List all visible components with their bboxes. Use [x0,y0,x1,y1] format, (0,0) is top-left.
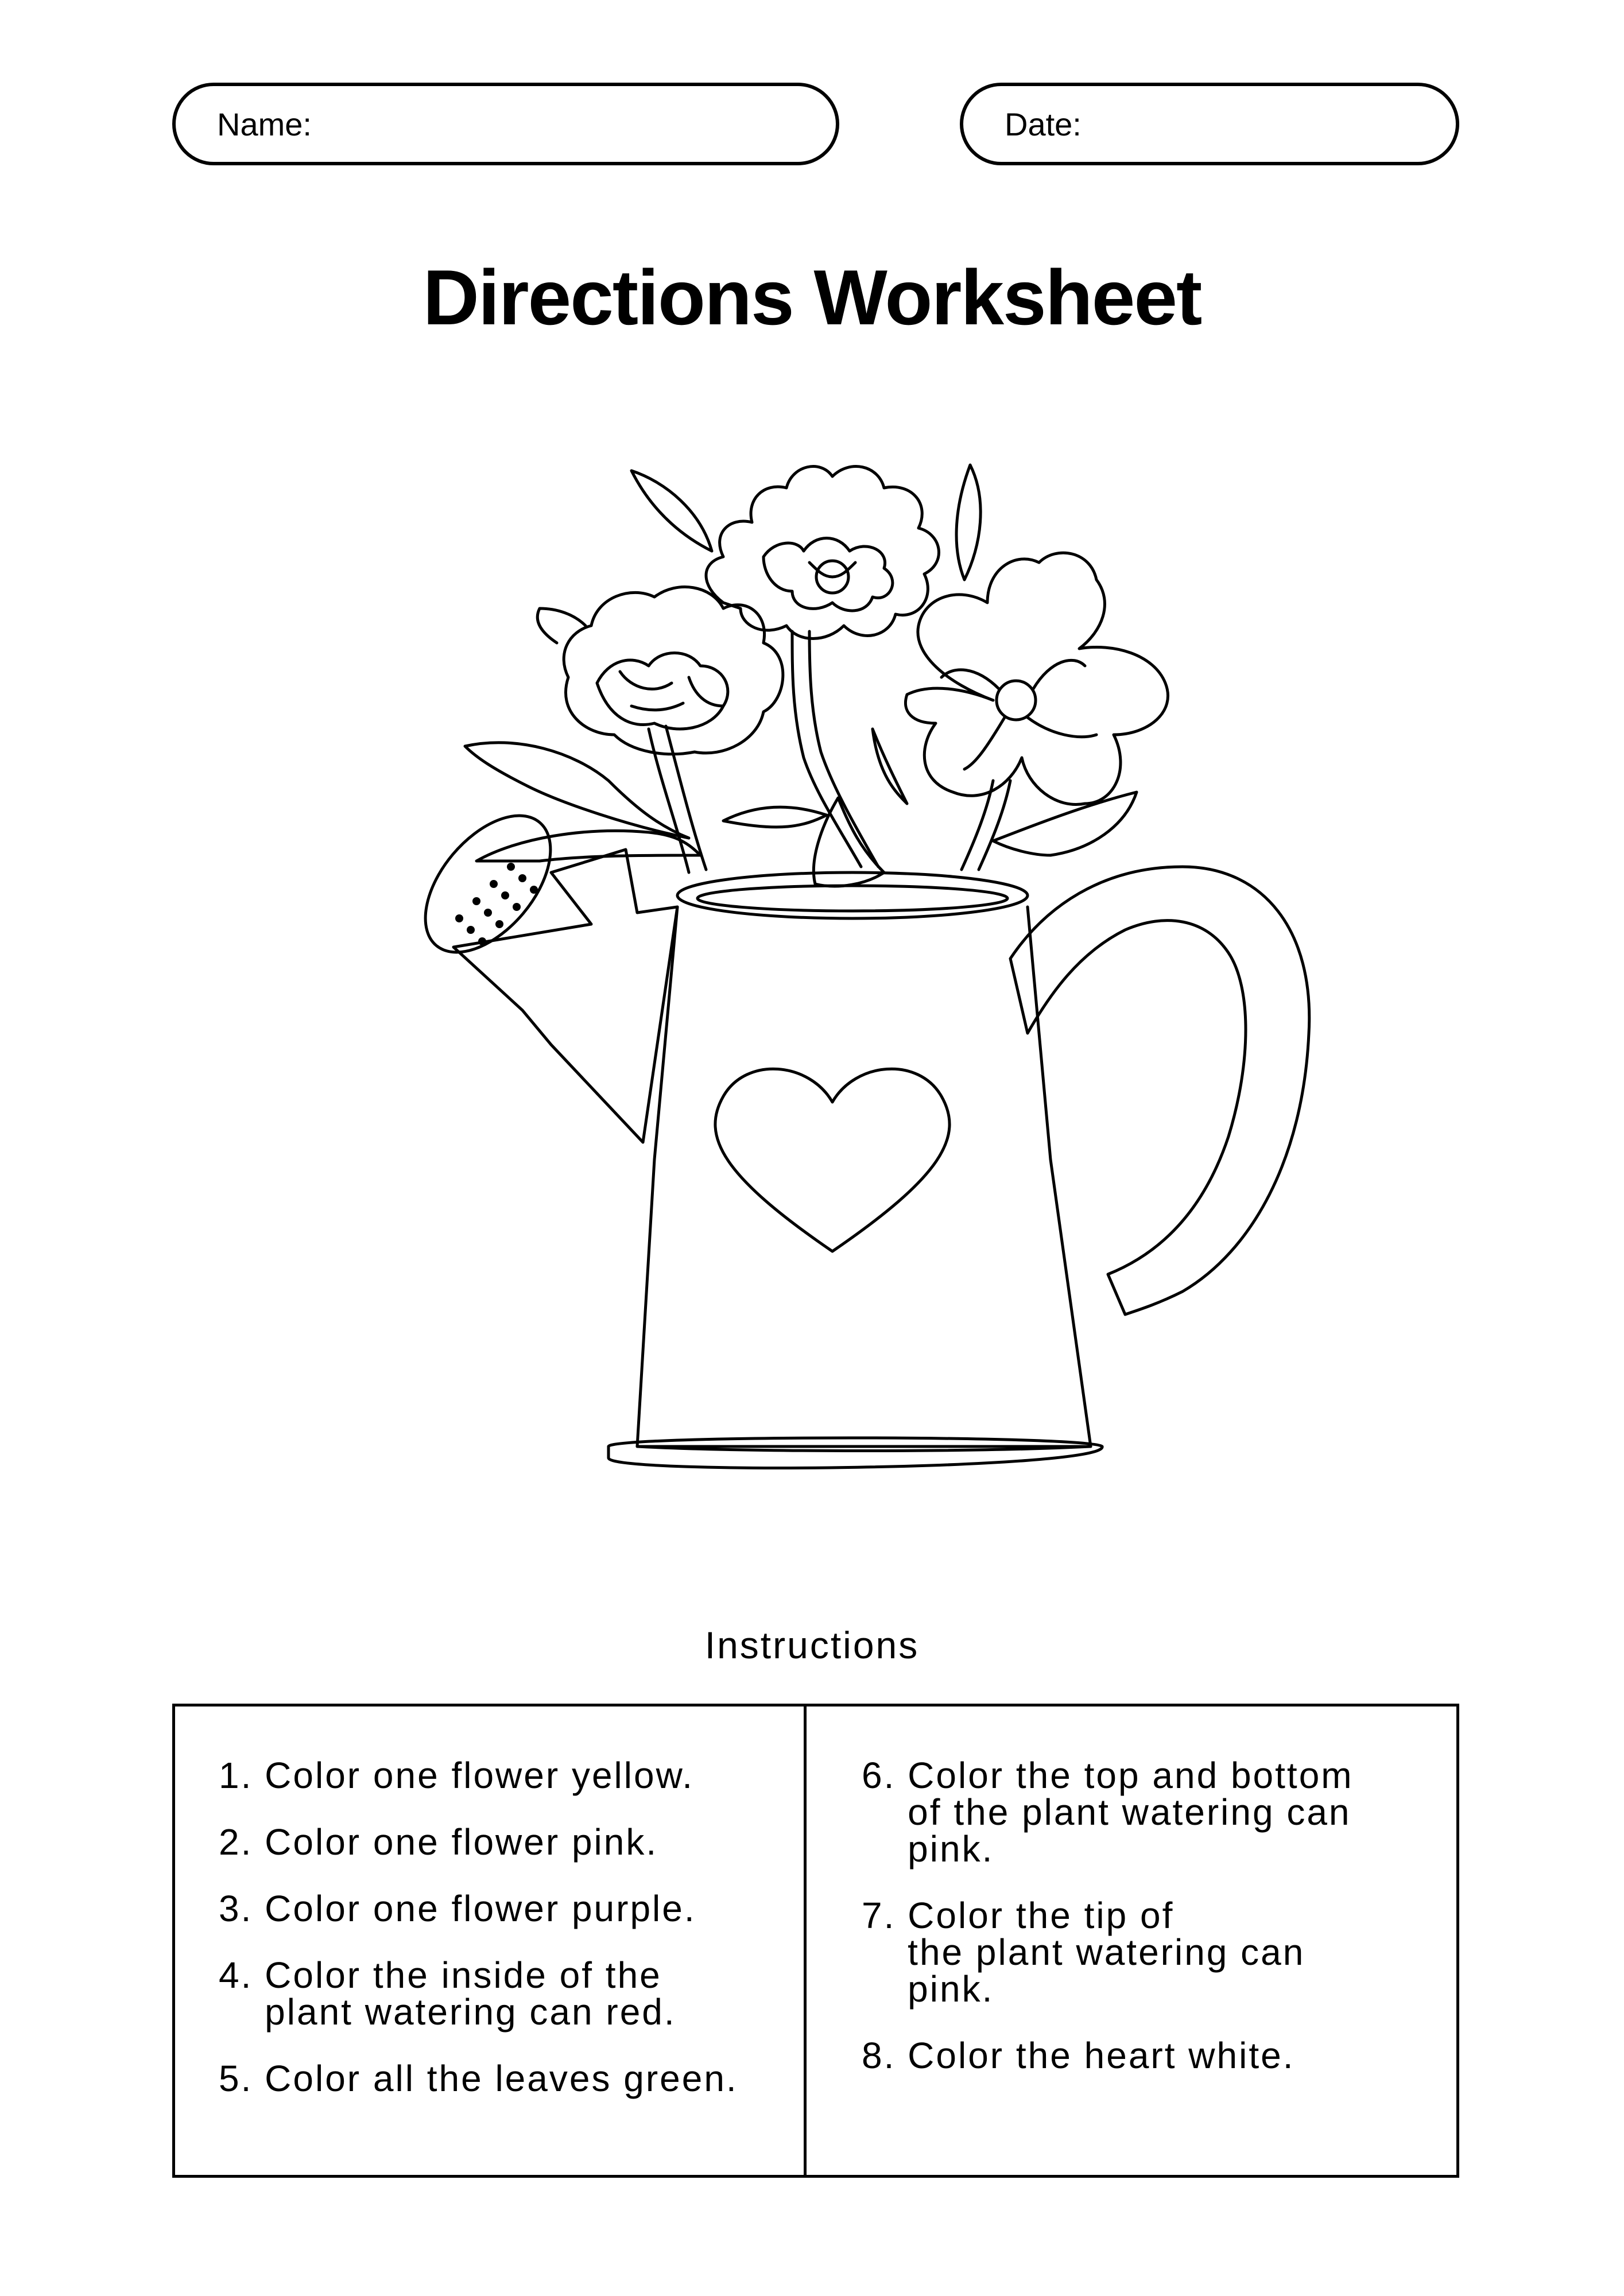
instruction-item [862,2037,1456,2074]
instruction-text: Color the heart white. [908,2035,1295,2076]
watering-can-handle [1010,867,1309,1314]
instructions-table [172,1704,1459,2178]
instruction-text: Color the top and bottom of the plant watering can pink. [908,1755,1354,1870]
date-label: Date: [1005,106,1082,142]
instruction-number: 7. [862,1895,908,1936]
watering-can-illustration [287,413,1355,1515]
instruction-number: 8. [862,2035,908,2076]
instruction-text: Color one flower purple. [265,1888,696,1929]
flower-icon [537,587,783,754]
instruction-number: 2. [219,1821,265,1863]
instruction-number: 4. [219,1954,265,1996]
watering-can-icon [608,872,1102,1468]
instruction-number: 6. [862,1755,908,1796]
instruction-text: Color the tip of the plant watering can pink. [908,1895,1305,2010]
heart-icon [715,1069,949,1251]
instruction-number: 1. [219,1755,265,1796]
instruction-item [862,1895,1456,2010]
flower-icon [905,553,1168,804]
instruction-number: 5. [219,2058,265,2099]
leaf-icon [465,465,1137,886]
instruction-item [219,2060,804,2097]
instruction-text: Color one flower pink. [265,1821,658,1863]
instruction-text: Color one flower yellow. [265,1755,695,1796]
instructions-column-right [807,1707,1456,2175]
instruction-item [219,1890,804,1927]
instruction-text: Color all the leaves green. [265,2058,738,2099]
page-title: Directions Worksheet [423,254,1201,341]
instruction-text: Color the inside of the plant watering can red. [265,1954,676,2033]
instruction-item [219,1757,804,1794]
date-field[interactable] [960,83,1459,165]
instruction-number: 3. [219,1888,265,1929]
name-field[interactable] [172,83,839,165]
watering-can-spout [401,793,677,1142]
instructions-heading: Instructions [704,1624,920,1666]
instruction-item [219,1954,804,2033]
instruction-item [862,1755,1456,1870]
instructions-column-left [175,1707,807,2175]
name-label: Name: [217,106,312,142]
spout-holes [455,863,538,945]
instruction-item [219,1821,804,1863]
flower-icon [706,467,939,639]
